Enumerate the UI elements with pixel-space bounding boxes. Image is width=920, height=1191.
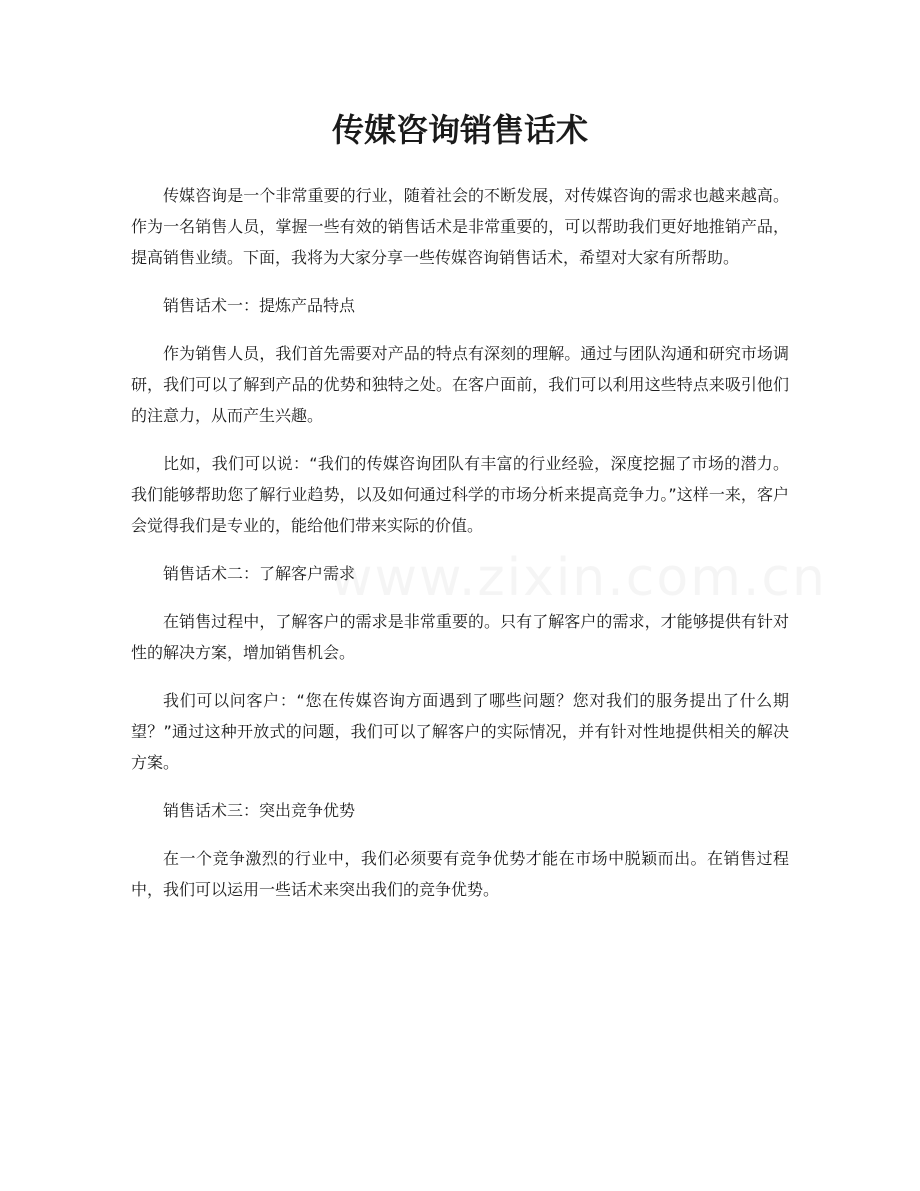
- paragraph-2b: 我们可以问客户：“您在传媒咨询方面遇到了哪些问题？您对我们的服务提出了什么期望？”通过这种开放式的问题，我们可以了解客户的实际情况，并有针对性地提供相关的解决方案。: [131, 691, 789, 772]
- paragraph-2a: 在销售过程中，了解客户的需求是非常重要的。只有了解客户的需求，才能够提供有针对性的解决方案，增加销售机会。: [131, 612, 789, 662]
- document-title: 传媒咨询销售话术: [331, 111, 588, 149]
- paragraph-3a: 在一个竞争激烈的行业中，我们必须要有竞争优势才能在市场中脱颖而出。在销售过程中，我们可以运用一些话术来突出我们的竞争优势。: [131, 849, 789, 899]
- paragraph-1b: 比如，我们可以说：“我们的传媒咨询团队有丰富的行业经验，深度挖掘了市场的潜力。我们能够帮助您了解行业趋势，以及如何通过科学的市场分析来提高竞争力。”这样一来，客户会觉得我们是专业的，能给他们带来实际的价值。: [131, 454, 789, 535]
- paragraph-intro: 传媒咨询是一个非常重要的行业，随着社会的不断发展，对传媒咨询的需求也越来越高。作为一名销售人员，掌握一些有效的销售话术是非常重要的，可以帮助我们更好地推销产品，提高销售业绩。下面，我将为大家分享一些传媒咨询销售话术，希望对大家有所帮助。: [131, 186, 789, 267]
- section-heading-2: 销售话术二：了解客户需求: [163, 564, 356, 583]
- watermark: www.zixin.com.cn: [330, 548, 827, 608]
- document-body: [131, 180, 789, 922]
- paragraph-1a: 作为销售人员，我们首先需要对产品的特点有深刻的理解。通过与团队沟通和研究市场调研，我们可以了解到产品的优势和独特之处。在客户面前，我们可以利用这些特点来吸引他们的注意力，从而产生兴趣。: [131, 344, 789, 425]
- section-heading-3: 销售话术三：突出竞争优势: [163, 801, 356, 820]
- section-heading-1: 销售话术一：提炼产品特点: [163, 296, 356, 315]
